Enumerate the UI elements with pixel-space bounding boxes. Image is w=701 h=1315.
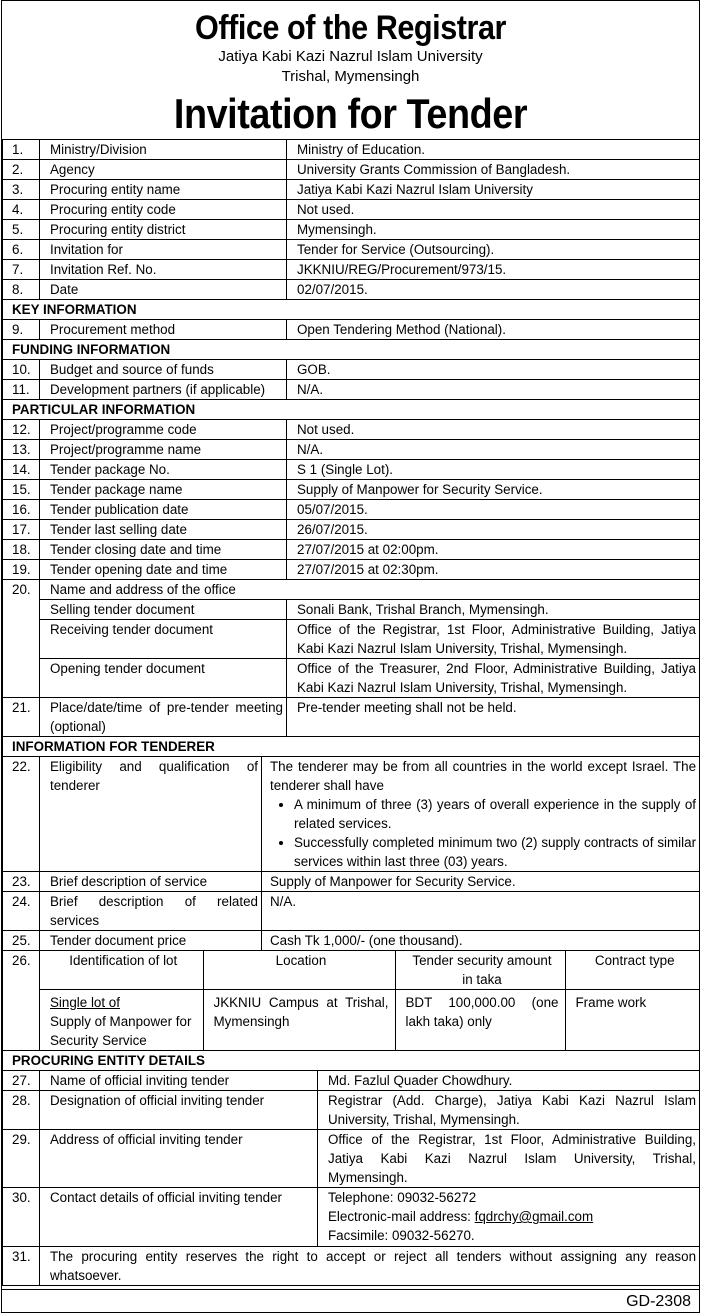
table-row	[3, 280, 700, 300]
row-number: 10.	[3, 360, 40, 380]
table-row	[3, 220, 700, 240]
row-number: 2.	[3, 160, 40, 180]
row-value: Supply of Manpower for Security Service.	[287, 480, 700, 500]
row-number: 24.	[3, 892, 40, 931]
row-number: 21.	[3, 698, 40, 737]
contract-header: Contract type	[565, 951, 700, 990]
row-number: 6.	[3, 240, 40, 260]
row-value: N/A.	[287, 380, 700, 400]
row-value	[262, 757, 700, 872]
row-number: 16.	[3, 500, 40, 520]
row-value: 02/07/2015.	[287, 280, 700, 300]
row-number: 31.	[3, 1247, 40, 1286]
row-number: 7.	[3, 260, 40, 280]
row-label: Name and address of the office	[40, 580, 700, 600]
row-value: Md. Fazlul Quader Chowdhury.	[318, 1071, 700, 1091]
row-number: 12.	[3, 420, 40, 440]
row-label: Tender package No.	[40, 460, 287, 480]
row-number: 5.	[3, 220, 40, 240]
facsimile: Facsimile: 09032-56270.	[328, 1228, 475, 1243]
row-value: Office of the Treasurer, 2nd Floor, Administrative Building, Jatiya Kabi Kazi Nazrul Islam University, Trishal, Mymensingh.	[287, 659, 700, 698]
row-label: Place/date/time of pre-tender meeting (optional)	[40, 698, 287, 737]
row-number: 17.	[3, 520, 40, 540]
row-label: Brief description of service	[40, 872, 262, 892]
location-value: JKKNIU Campus at Trishal, Mymensingh	[203, 990, 395, 1051]
table-row	[3, 1071, 700, 1091]
row-number: 25.	[3, 931, 40, 951]
email-label: Electronic-mail address:	[328, 1209, 475, 1224]
row-value: Jatiya Kabi Kazi Nazrul Islam University	[287, 180, 700, 200]
row-number: 26.	[3, 951, 40, 1051]
row-number: 30.	[3, 1188, 40, 1247]
row-label: Ministry/Division	[40, 140, 287, 160]
section-procuring-entity-details: PROCURING ENTITY DETAILS	[3, 1051, 700, 1071]
row-value: Sonali Bank, Trishal Branch, Mymensingh.	[287, 600, 700, 620]
row-value: Mymensingh.	[287, 220, 700, 240]
footer-code: GD-2308	[626, 1293, 691, 1310]
row-value: Not used.	[287, 420, 700, 440]
row-label: Tender last selling date	[40, 520, 287, 540]
row-number: 18.	[3, 540, 40, 560]
row-number: 3.	[3, 180, 40, 200]
table-row	[3, 440, 700, 460]
row-label: Invitation for	[40, 240, 287, 260]
table-row	[3, 380, 700, 400]
row-label: Date	[40, 280, 287, 300]
row-label: Development partners (if applicable)	[40, 380, 287, 400]
table-row	[3, 240, 700, 260]
table-row	[3, 520, 700, 540]
row-label: Project/programme code	[40, 420, 287, 440]
row-number: 19.	[3, 560, 40, 580]
table-row	[3, 500, 700, 520]
table-row	[3, 160, 700, 180]
row-label: Contact details of official inviting tender	[40, 1188, 318, 1247]
row-value: Ministry of Education.	[287, 140, 700, 160]
security-value: BDT 100,000.00 (one lakh taka) only	[395, 990, 565, 1051]
row-label: Agency	[40, 160, 287, 180]
row-number: 9.	[3, 320, 40, 340]
lot-header: Identification of lot	[40, 951, 203, 990]
row-value: GOB.	[287, 360, 700, 380]
table-row	[3, 580, 700, 600]
location-header: Location	[203, 951, 395, 990]
row-number: 20.	[3, 580, 40, 698]
office-title: Office of the Registrar	[194, 9, 507, 47]
row-label: Receiving tender document	[40, 620, 287, 659]
row-label: Tender package name	[40, 480, 287, 500]
row-label: Tender closing date and time	[40, 540, 287, 560]
lot-description: Supply of Manpower for Security Service	[50, 1014, 192, 1048]
row-number: 15.	[3, 480, 40, 500]
notice-title: Invitation for Tender	[173, 90, 528, 137]
row-number: 22.	[3, 757, 40, 872]
row-label: Budget and source of funds	[40, 360, 287, 380]
table-row	[3, 620, 700, 659]
row-number: 4.	[3, 200, 40, 220]
row-value: Open Tendering Method (National).	[287, 320, 700, 340]
row-number: 11.	[3, 380, 40, 400]
tenderer-table	[2, 736, 700, 1051]
lot-table-cell	[40, 951, 700, 1051]
section-key-information: KEY INFORMATION	[3, 300, 700, 320]
table-row	[3, 360, 700, 380]
row-value: Cash Tk 1,000/- (one thousand).	[262, 931, 700, 951]
row-label: Procuring entity code	[40, 200, 287, 220]
row-label: Procuring entity district	[40, 220, 287, 240]
row-label: Designation of official inviting tender	[40, 1091, 318, 1130]
row-value: 27/07/2015 at 02:30pm.	[287, 560, 700, 580]
table-row	[3, 560, 700, 580]
row-label: Tender publication date	[40, 500, 287, 520]
table-row	[3, 460, 700, 480]
table-row	[3, 1188, 700, 1247]
eligibility-intro: The tenderer may be from all countries in the world except Israel. The tenderer shall have	[270, 759, 697, 793]
lot-cell	[40, 990, 203, 1051]
row-value: Registrar (Add. Charge), Jatiya Kabi Kazi Nazrul Islam University, Trishal, Mymensingh.	[318, 1091, 700, 1130]
row-value: N/A.	[262, 892, 700, 931]
table-row	[3, 951, 700, 1051]
section-information-for-tenderer: INFORMATION FOR TENDERER	[3, 737, 700, 757]
email-line	[328, 1207, 696, 1226]
table-row	[3, 1130, 700, 1188]
notice-header	[2, 9, 699, 137]
university-name: Jatiya Kabi Kazi Nazrul Islam University	[218, 48, 483, 65]
row-label: Name of official inviting tender	[40, 1071, 318, 1091]
row-number: 27.	[3, 1071, 40, 1091]
row-label: Selling tender document	[40, 600, 287, 620]
university-location: Trishal, Mymensingh	[281, 68, 420, 85]
row-value: JKKNIU/REG/Procurement/973/15.	[287, 260, 700, 280]
row-number: 8.	[3, 280, 40, 300]
row-label: Address of official inviting tender	[40, 1130, 318, 1188]
procuring-table	[2, 1050, 700, 1286]
row-value: 27/07/2015 at 02:00pm.	[287, 540, 700, 560]
row-value: Office of the Registrar, 1st Floor, Administrative Building, Jatiya Kabi Kazi Nazrul Islam University, Trishal, Mymensingh.	[318, 1130, 700, 1188]
row-number: 14.	[3, 460, 40, 480]
row-label: Brief description of related services	[40, 892, 262, 931]
table-row	[3, 1247, 700, 1286]
row-label: Opening tender document	[40, 659, 287, 698]
row-number: 29.	[3, 1130, 40, 1188]
table-row	[3, 600, 700, 620]
contract-value: Frame work	[565, 990, 700, 1051]
row-value: 05/07/2015.	[287, 500, 700, 520]
table-row	[3, 420, 700, 440]
lot-name: Single lot of	[50, 995, 120, 1010]
table-row	[3, 540, 700, 560]
row-label: Tender opening date and time	[40, 560, 287, 580]
row-number: 28.	[3, 1091, 40, 1130]
row-label: Procurement method	[40, 320, 287, 340]
row-value: Pre-tender meeting shall not be held.	[287, 698, 700, 737]
table-row	[3, 180, 700, 200]
tender-notice	[1, 0, 700, 1313]
table-row	[3, 320, 700, 340]
email-link[interactable]: fqdrchy@gmail.com	[474, 1209, 594, 1224]
row-label: Invitation Ref. No.	[40, 260, 287, 280]
row-value: The procuring entity reserves the right to accept or reject all tenders without assigning any reason whatsoever.	[40, 1247, 700, 1286]
row-value: University Grants Commission of Bangladesh.	[287, 160, 700, 180]
table-row	[3, 931, 700, 951]
lot-table	[40, 951, 700, 1050]
table-row	[3, 659, 700, 698]
row-number: 23.	[3, 872, 40, 892]
row-value: 26/07/2015.	[287, 520, 700, 540]
table-row	[3, 200, 700, 220]
telephone: Telephone: 09032-56272	[328, 1190, 477, 1205]
table-row	[3, 757, 700, 872]
row-number: 1.	[3, 140, 40, 160]
row-value: Tender for Service (Outsourcing).	[287, 240, 700, 260]
tender-table	[2, 139, 700, 737]
section-particular-information: PARTICULAR INFORMATION	[3, 400, 700, 420]
table-row	[3, 1091, 700, 1130]
row-number: 13.	[3, 440, 40, 460]
eligibility-list	[270, 795, 696, 871]
table-row	[3, 260, 700, 280]
table-row	[3, 698, 700, 737]
row-label: Eligibility and qualification of tenderer	[40, 757, 262, 872]
table-row	[3, 872, 700, 892]
table-row	[3, 480, 700, 500]
row-value: N/A.	[287, 440, 700, 460]
security-header: Tender security amount in taka	[395, 951, 565, 990]
list-item: • A minimum of three (3) years of overall experience in the supply of related services.	[294, 795, 696, 833]
table-row	[3, 140, 700, 160]
row-label: Tender document price	[40, 931, 262, 951]
section-funding-information: FUNDING INFORMATION	[3, 340, 700, 360]
row-value: S 1 (Single Lot).	[287, 460, 700, 480]
row-value: Office of the Registrar, 1st Floor, Administrative Building, Jatiya Kabi Kazi Nazrul Islam University, Trishal, Mymensingh.	[287, 620, 700, 659]
row-value: Not used.	[287, 200, 700, 220]
row-label: Project/programme name	[40, 440, 287, 460]
footer-divider	[2, 1289, 699, 1290]
row-label: Procuring entity name	[40, 180, 287, 200]
row-value: Supply of Manpower for Security Service.	[262, 872, 700, 892]
table-row	[3, 892, 700, 931]
list-item: • Successfully completed minimum two (2) supply contracts of similar services within last three (03) years.	[294, 833, 696, 871]
row-value	[318, 1188, 700, 1247]
